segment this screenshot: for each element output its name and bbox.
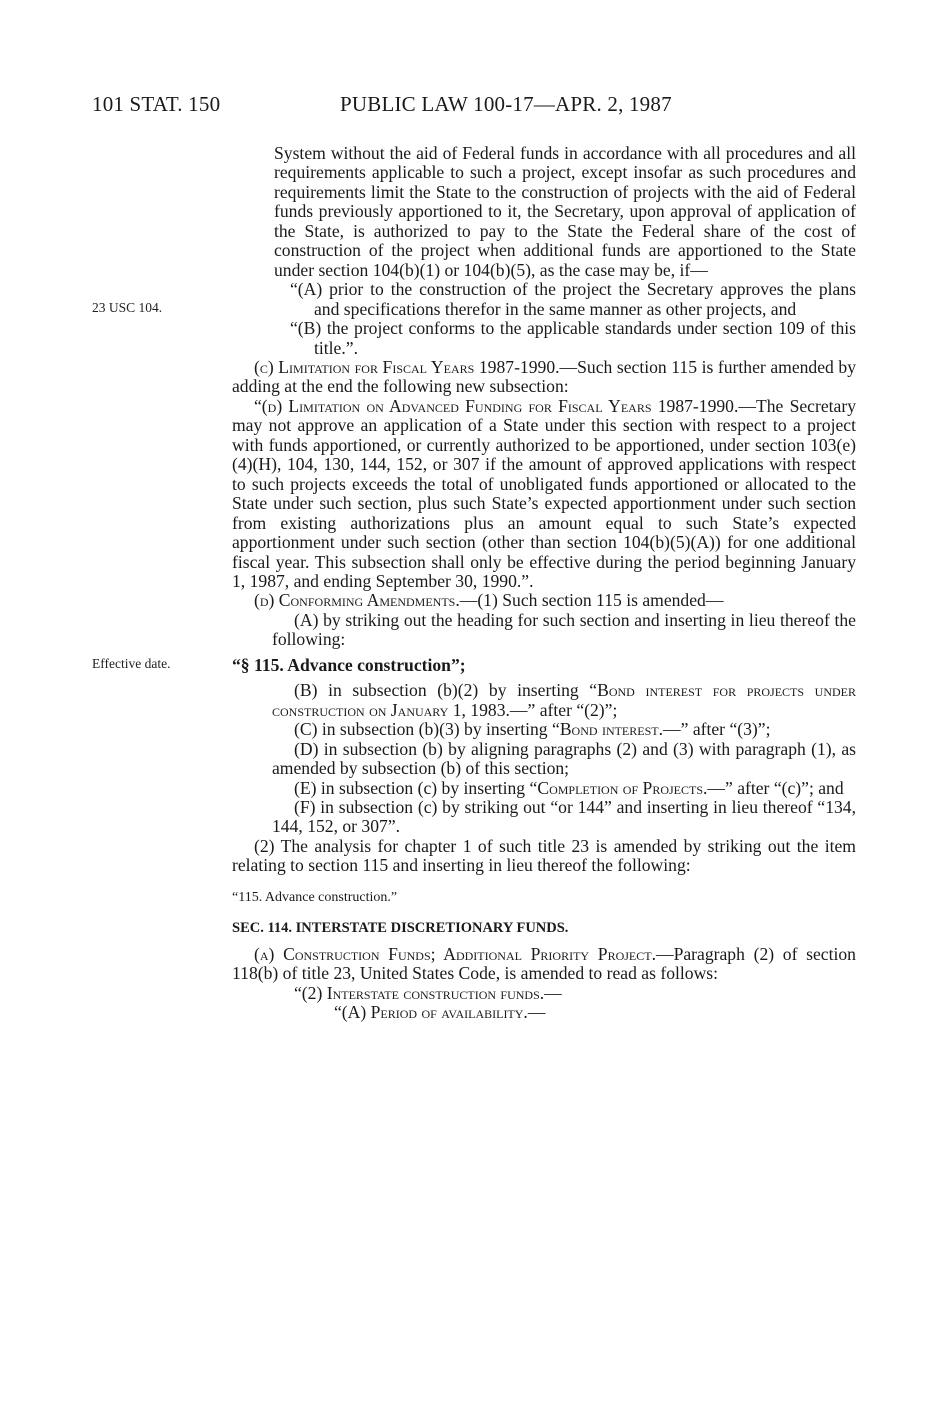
paragraph-B: “(B) the project conforms to the applicable standards under section 109 of this title.”. [290, 318, 856, 358]
subsection-a-text: —Paragraph (2) of section 118(b) of title 23, United States Code, is amended to read as follows: [232, 943, 856, 984]
quoted-paragraph-2: “(2) Interstate construction funds.— [294, 982, 562, 1003]
subsection-c [232, 358, 856, 397]
subsection-d-quoted [232, 397, 856, 592]
paragraph-A: “(A) prior to the construction of the project the Secretary approves the plans and specifications therefor in the same manner as other projects, and [290, 279, 856, 319]
quoted-subparagraph-A: “(A) Period of availability.— [334, 1002, 546, 1023]
section-115-heading: “§ 115. Advance construction”; [232, 654, 466, 675]
amendment-F: (F) in subsection (c) by striking out “or 144” and inserting in lieu thereof “134, 144, 152, or 307”. [272, 796, 856, 837]
analysis-item-115: “115. Advance construction.” [232, 889, 398, 905]
amendment-A: (A) by striking out the heading for such section and inserting in lieu thereof the following: [272, 609, 856, 650]
subsection-c-heading: (c) Limitation for Fiscal Years [254, 356, 475, 377]
amendment-C: (C) in subsection (b)(3) by inserting “Bond interest.—” after “(3)”; [294, 719, 771, 740]
conforming-amendments-heading: (d) Conforming Amendments. [254, 590, 460, 611]
subsection-a [232, 945, 856, 984]
statute-page-number: 101 STAT. 150 [92, 92, 221, 116]
conforming-amendments [232, 591, 856, 610]
section-114-heading: SEC. 114. INTERSTATE DISCRETIONARY FUNDS. [232, 920, 569, 937]
body-text [232, 144, 856, 1022]
conforming-amendments-text: —(1) Such section 115 is amended— [459, 590, 724, 611]
subsection-d-text: 1987-1990.—The Secretary may not approve an application of a State under this section with respect to a project with funds apportioned, or currently authorized to be apportioned, under section 103(e)(4)(H), 104, 130, 144, 152, or 307 if the amount of approved applications with respect to such projects exceeds the total of unobligated funds apportioned or allocated to the State under such section, plus such State’s expected apportionment under such section from existing authorizations plus an amount equal to such State’s expected apportionment under such section (other than section 104(b)(5)(A)) for one additional fiscal year. This subsection shall only be effective during the period beginning January 1, 1987, and ending September 30, 1990.”. [232, 395, 856, 591]
amendment-D: (D) in subsection (b) by aligning paragraphs (2) and (3) with paragraph (1), as amended by subsection (b) of this section; [272, 738, 856, 779]
public-law-title: PUBLIC LAW 100-17—APR. 2, 1987 [340, 92, 672, 116]
amendment-B: (B) in subsection (b)(2) by inserting “Bond interest for projects under construction on January 1, 1983.—” after “(2)”; [272, 680, 856, 720]
margin-note-effective-date: Effective date. [92, 656, 171, 671]
subsection-c-text: 1987-1990.—Such section 115 is further amended by adding at the end the following new subsection: [232, 356, 856, 397]
subsection-a-heading: (a) Construction Funds; Additional Priority Project. [254, 943, 656, 964]
subsection-d-heading: “(d) Limitation on Advanced Funding for Fiscal Years [254, 395, 652, 416]
paragraph-continuation: System without the aid of Federal funds in accordance with all procedures and all requirements applicable to such a project, except insofar as such procedures and requirements limit the State to the construction of projects with the aid of Federal funds previously apportioned to it, the Secretary, upon approval of application of the State, is authorized to pay to the State the Federal share of the cost of construction of the project when additional funds are apportioned to the State under section 104(b)(1) or 104(b)(5), as the case may be, if— [274, 143, 856, 280]
amendment-E: (E) in subsection (c) by inserting “Completion of Projects.—” after “(c)”; and [294, 777, 844, 798]
margin-note-usc: 23 USC 104. [92, 300, 163, 315]
paragraph-2: (2) The analysis for chapter 1 of such title 23 is amended by striking out the item relating to section 115 and inserting in lieu thereof the following: [232, 835, 856, 876]
